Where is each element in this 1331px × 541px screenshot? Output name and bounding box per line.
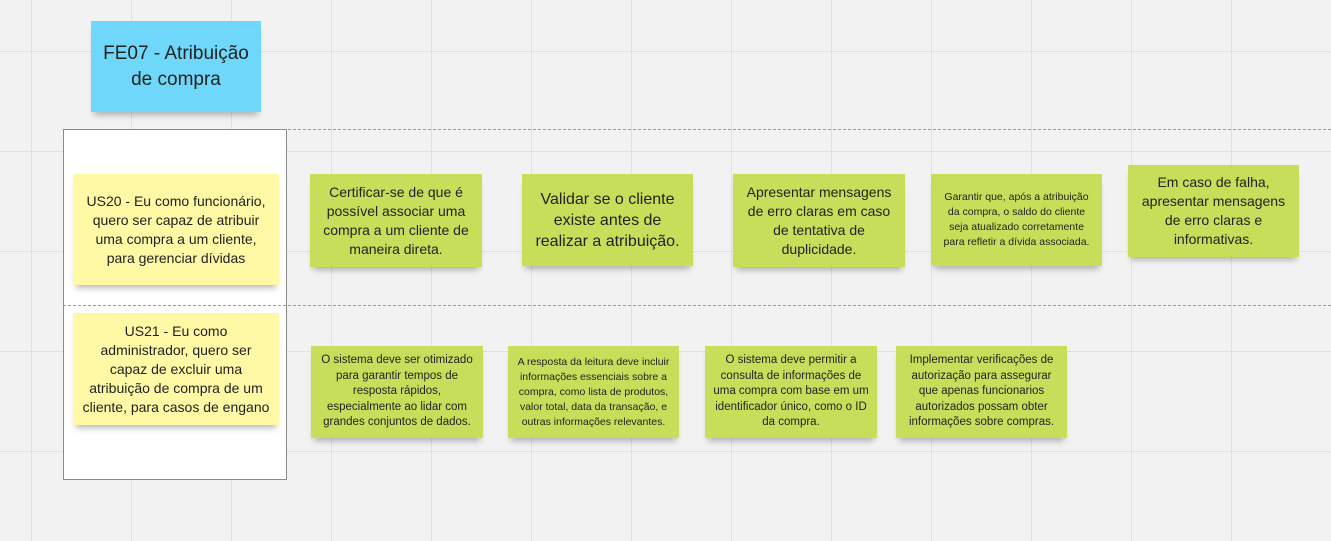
criteria-sticky-note[interactable] (311, 346, 483, 438)
criteria-sticky-note[interactable] (733, 174, 905, 267)
criteria-text: Implementar verificações de autorização para assegurar que apenas funcionarios autorizados possam obter informações sobre compras. (908, 354, 1055, 429)
feature-sticky-note[interactable] (91, 21, 261, 112)
lane-divider-top (288, 129, 1331, 130)
criteria-sticky-note[interactable] (931, 174, 1102, 266)
feature-title: FE07 - Atribuição de compra (103, 42, 249, 90)
criteria-text: Apresentar mensagens de erro claras em caso de tentativa de duplicidade. (746, 183, 892, 257)
criteria-text: O sistema deve permitir a consulta de informações de uma compra com base em um identificador único, como o ID da compra. (713, 354, 869, 429)
criteria-text: Garantir que, após a atribuição da compra, o saldo do cliente seja atualizado corretamente para refletir a dívida associada. (943, 191, 1090, 248)
criteria-sticky-note[interactable] (522, 174, 693, 266)
lane-divider-middle (63, 305, 1331, 306)
user-story-sticky-note[interactable] (73, 313, 279, 425)
criteria-text: Em caso de falha, apresentar mensagens de erro claras e informativas. (1141, 174, 1286, 247)
criteria-sticky-note[interactable] (1128, 165, 1299, 257)
criteria-text: Validar se o cliente existe antes de realizar a atribuição. (535, 190, 680, 250)
criteria-sticky-note[interactable] (705, 346, 877, 438)
criteria-text: O sistema deve ser otimizado para garantir tempos de resposta rápidos, especialmente ao lidar com grandes conjuntos de dados. (321, 354, 473, 429)
criteria-sticky-note[interactable] (896, 346, 1067, 438)
user-story-text: US21 - Eu como administrador, quero ser capaz de excluir uma atribuição de compra de um cliente, para casos de engano (82, 322, 270, 415)
criteria-text: Certificar-se de que é possível associar uma compra a um cliente de maneira direta. (323, 183, 469, 257)
user-story-sticky-note[interactable] (73, 174, 279, 285)
user-story-text: US20 - Eu como funcionário, quero ser capaz de atribuir uma compra a um cliente, para gerenciar dívidas (86, 192, 266, 266)
criteria-sticky-note[interactable] (508, 346, 679, 438)
criteria-text: A resposta da leitura deve incluir informações essenciais sobre a compra, como lista de produtos, valor total, data da transação, e outras informações relevantes. (517, 355, 670, 428)
criteria-sticky-note[interactable] (310, 174, 482, 267)
